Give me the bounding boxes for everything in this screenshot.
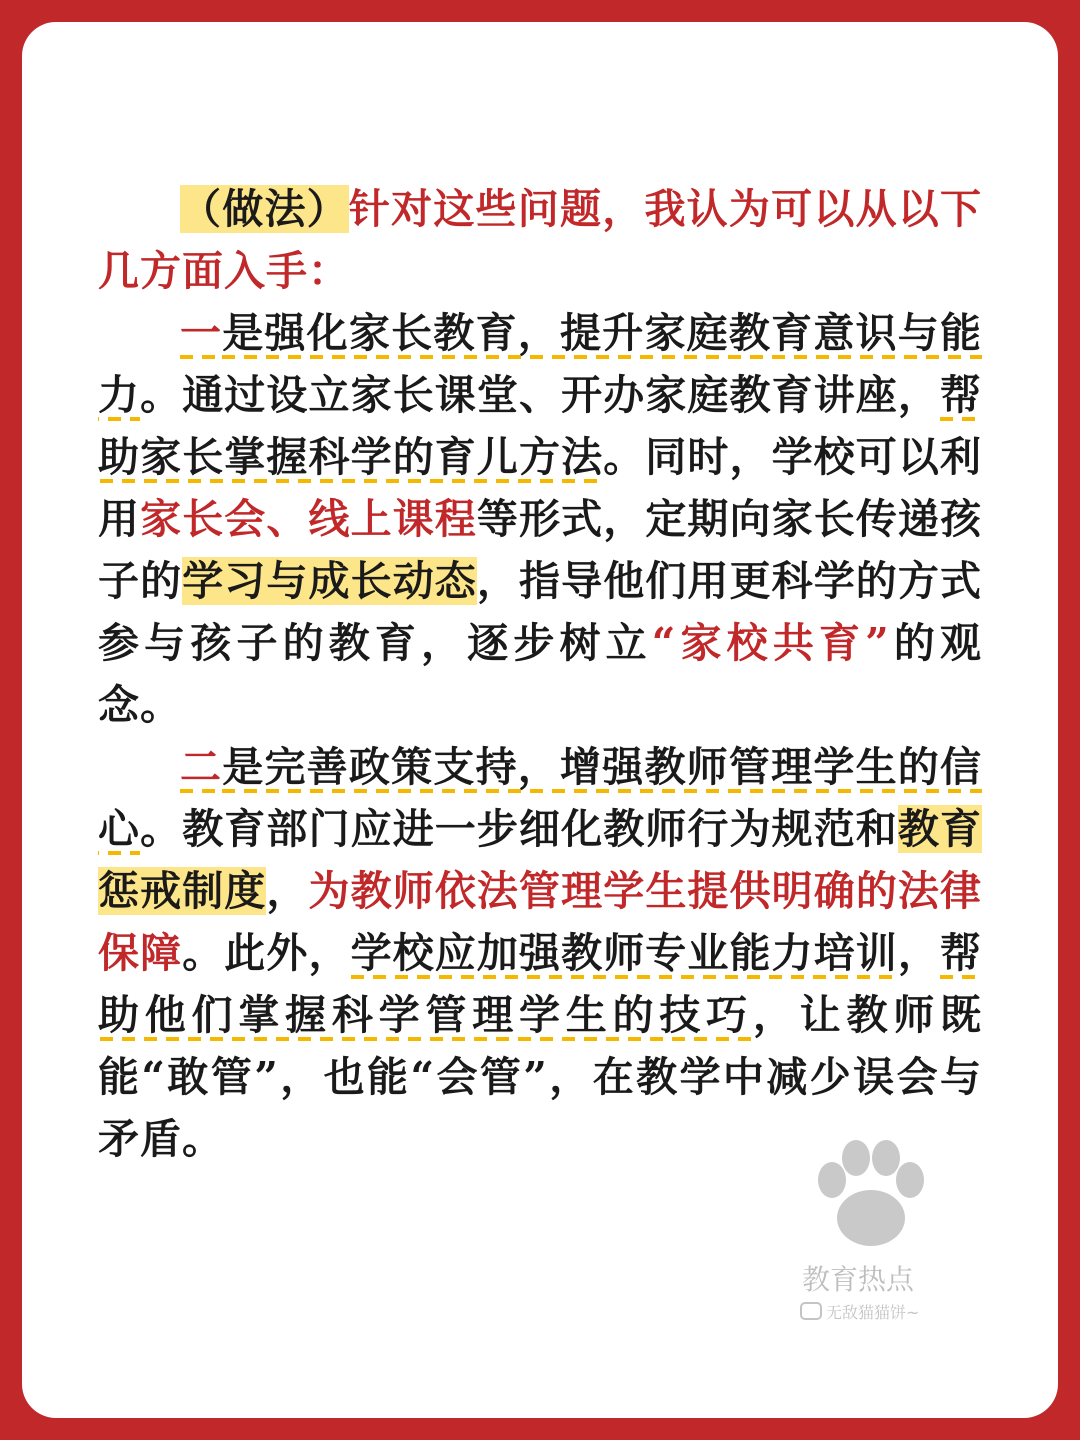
text-segment: 。此外， — [182, 929, 351, 977]
text-segment: 为教师依法管理学生提供明确的法律保障 — [98, 867, 983, 977]
text-segment: 。同时，学校可以利用 — [98, 433, 983, 543]
watermark-username: 无敌猫猫饼~ — [826, 1303, 920, 1322]
text-segment: 是完善政策支持，增强教师管理学生的信心 — [98, 743, 983, 853]
watermark-user — [800, 1300, 919, 1323]
text-segment: 帮助他们掌握科学管理学生的技巧 — [98, 929, 983, 1039]
text-segment: 教育惩戒制度 — [98, 805, 983, 915]
paragraph-point-two — [98, 736, 982, 1170]
article-body — [98, 178, 982, 1170]
text-segment: “家校共育” — [651, 619, 890, 667]
paragraph-point-one — [98, 302, 982, 736]
text-segment: 。通过设立家长课堂、开办家庭教育讲座， — [140, 371, 941, 419]
chat-bubble-icon — [800, 1302, 822, 1320]
paragraph-method — [98, 178, 982, 302]
text-segment: ，让教师既能“敢管”，也能“会管”，在教学中减少误会与矛盾。 — [98, 991, 983, 1163]
text-segment: 的观念。 — [98, 619, 983, 729]
text-segment: ， — [897, 929, 941, 977]
text-segment: 等形式，定期向家长传递孩子的 — [98, 495, 983, 605]
watermark — [780, 1140, 960, 1330]
text-segment: ， — [266, 867, 309, 915]
text-segment: 帮助家长掌握科学的育儿方法 — [98, 371, 983, 481]
paw-icon — [810, 1140, 930, 1250]
text-segment: 一 — [180, 309, 223, 357]
text-segment: 针对这些问题，我认为可以从以下几方面入手： — [98, 185, 983, 295]
text-segment: 二 — [180, 743, 223, 791]
watermark-title: 教育热点 — [802, 1263, 915, 1296]
text-segment: 是强化家长教育，提升家庭教育意识与能力 — [98, 309, 983, 419]
text-segment: 。教育部门应进一步细化教师行为规范和 — [140, 805, 898, 853]
text-segment: 学习与成长动态 — [182, 557, 477, 605]
text-segment: 学校应加强教师专业能力培训 — [350, 929, 898, 977]
text-segment: ，指导他们用更科学的方式参与孩子的教育，逐步树立 — [98, 557, 983, 667]
text-segment: 家长会、线上课程 — [140, 495, 477, 543]
text-segment: （做法） — [180, 185, 349, 233]
